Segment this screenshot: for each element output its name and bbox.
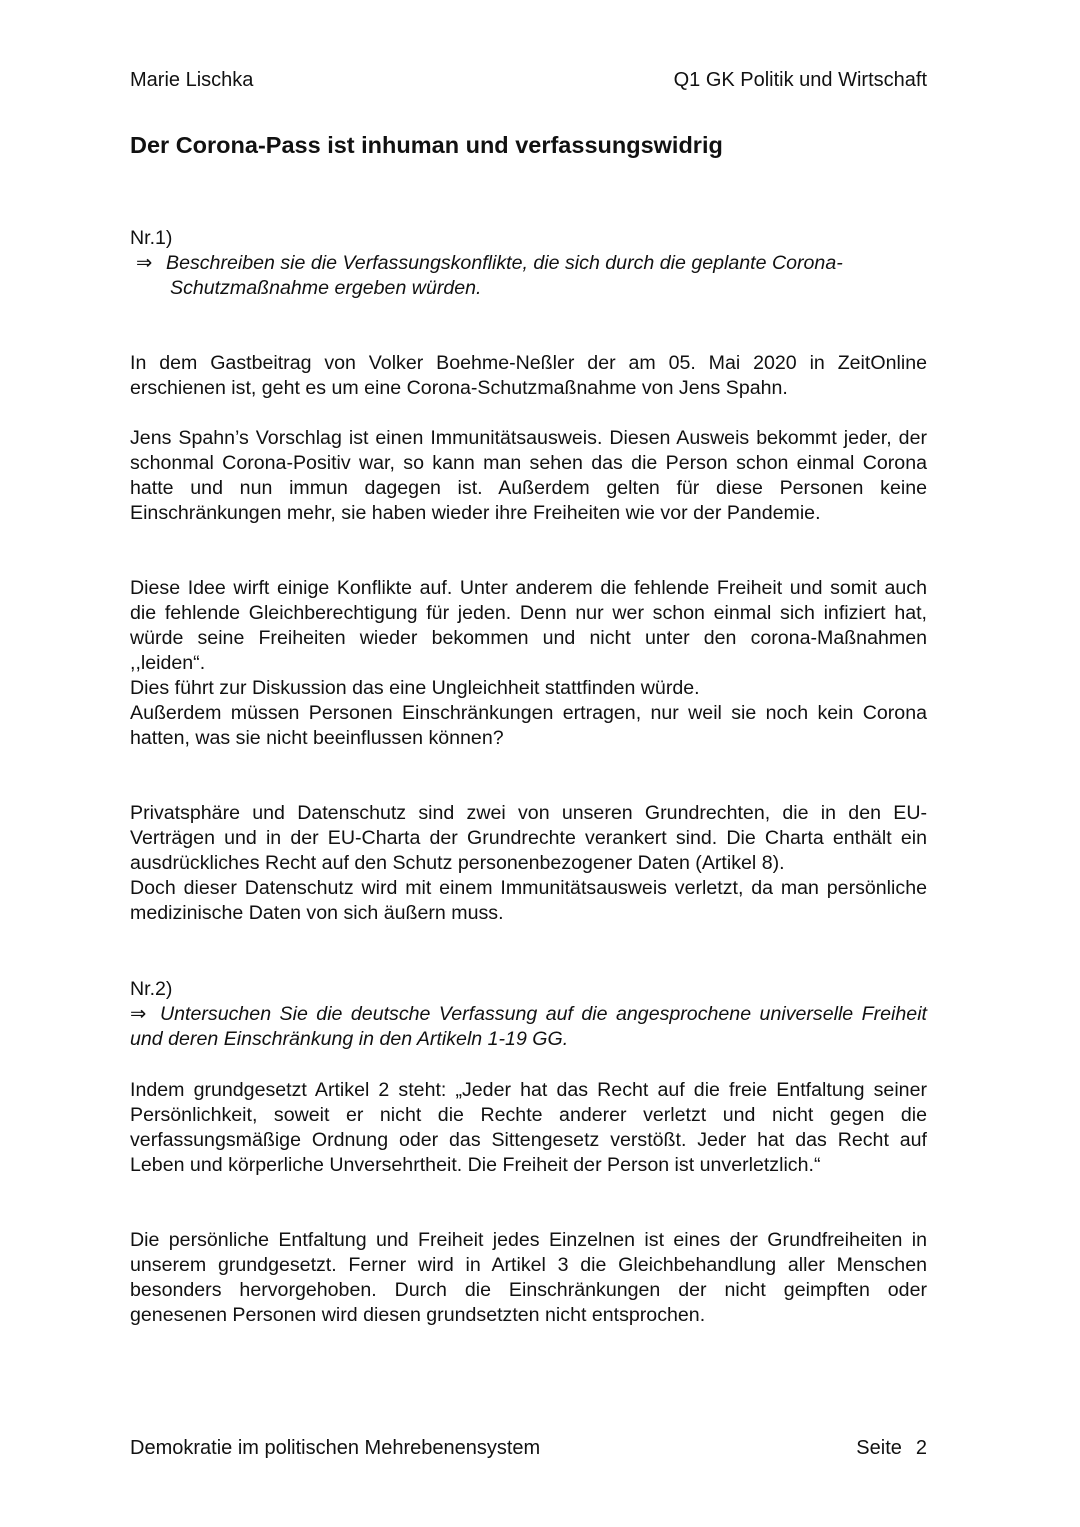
paragraph: Die persönliche Entfaltung und Freiheit jedes Einzelnen ist eines der Grundfreiheiten in unserem grundgesetzt. Ferner wird in Artikel 3 die Gleichbehandlung aller Menschen besonders hervorgehoben. Durch die Einschränkungen der nicht geimpften oder genesenen Personen wird diesen grundsetzten nicht entsprochen.	[130, 1229, 927, 1326]
arrow-right-icon: ⇒	[136, 252, 153, 274]
paragraph-group	[130, 576, 927, 751]
paragraph: In dem Gastbeitrag von Volker Boehme-Neßler der am 05. Mai 2020 in ZeitOnline erschienen ist, geht es um eine Corona-Schutzmaßnahme von Jens Spahn.	[130, 352, 927, 399]
page-header	[130, 68, 927, 93]
document-title: Der Corona-Pass ist inhuman und verfassungswidrig	[130, 132, 723, 158]
page-footer	[130, 1436, 927, 1461]
task-text: Untersuchen Sie die deutsche Verfassung auf die angesprochene universelle Freiheit und deren Einschränkung in den Artikeln 1-19 GG.	[130, 1003, 927, 1050]
paragraph: Diese Idee wirft einige Konflikte auf. Unter anderem die fehlende Freiheit und somit auch die fehlende Gleichberechtigung für jeden. Denn nur wer schon einmal sich infiziert hat, würde seine Freiheiten wieder bekommen und nicht unter den corona-Maßnahmen ,,leiden“.	[130, 577, 927, 674]
paragraph: Doch dieser Datenschutz wird mit einem Immunitätsausweis verletzt, da man persönliche medizinische Daten von sich äußern muss.	[130, 877, 927, 924]
paragraph: Indem grundgesetzt Artikel 2 steht: „Jeder hat das Recht auf die freie Entfaltung seiner Persönlichkeit, soweit er nicht die Rechte anderer verletzt und nicht gegen die verfassungsmäßige Ordnung oder das Sittengesetz verstößt. Jeder hat das Recht auf Leben und körperliche Unversehrtheit. Die Freiheit der Person ist unverletzlich.“	[130, 1079, 927, 1176]
task-prompt	[130, 251, 927, 301]
course-name: Q1 GK Politik und Wirtschaft	[673, 69, 927, 91]
paragraph: Außerdem müssen Personen Einschränkungen ertragen, nur weil sie noch kein Corona hatten, was sie nicht beeinflussen können?	[130, 702, 927, 749]
paragraph: Privatsphäre und Datenschutz sind zwei von unseren Grundrechten, die in den EU-Verträgen und in der EU-Charta der Grundrechte verankert sind. Die Charta enthält ein ausdrückliches Recht auf den Schutz personenbezogener Daten (Artikel 8).	[130, 802, 927, 874]
task-prompt	[130, 1002, 927, 1052]
page-label: Seite	[856, 1437, 902, 1459]
task-text: Beschreiben sie die Verfassungskonflikte, die sich durch die geplante Corona-Schutzmaßnahme ergeben würden.	[166, 252, 843, 299]
page-number-value: 2	[915, 1437, 927, 1459]
paragraph: Dies führt zur Diskussion das eine Ungleichheit stattfinden würde.	[130, 677, 700, 699]
section-number: Nr.2)	[130, 978, 173, 1000]
section-1-heading	[130, 226, 927, 301]
paragraph: Jens Spahn’s Vorschlag ist einen Immunitätsausweis. Diesen Ausweis bekommt jeder, der schonmal Corona-Positiv war, so kann man sehen das die Person schon einmal Corona hatte und nun immun dagegen ist. Außerdem gelten für diese Personen keine Einschränkungen mehr, sie haben wieder ihre Freiheiten wie vor der Pandemie.	[130, 427, 927, 524]
author-name: Marie Lischka	[130, 69, 254, 91]
section-2-heading	[130, 977, 927, 1052]
document-page	[130, 0, 927, 1527]
page-number	[856, 1436, 927, 1461]
section-number: Nr.1)	[130, 227, 173, 249]
arrow-right-icon: ⇒	[130, 1003, 147, 1025]
paragraph-group	[130, 801, 927, 926]
footer-topic: Demokratie im politischen Mehrebenensystem	[130, 1437, 541, 1459]
